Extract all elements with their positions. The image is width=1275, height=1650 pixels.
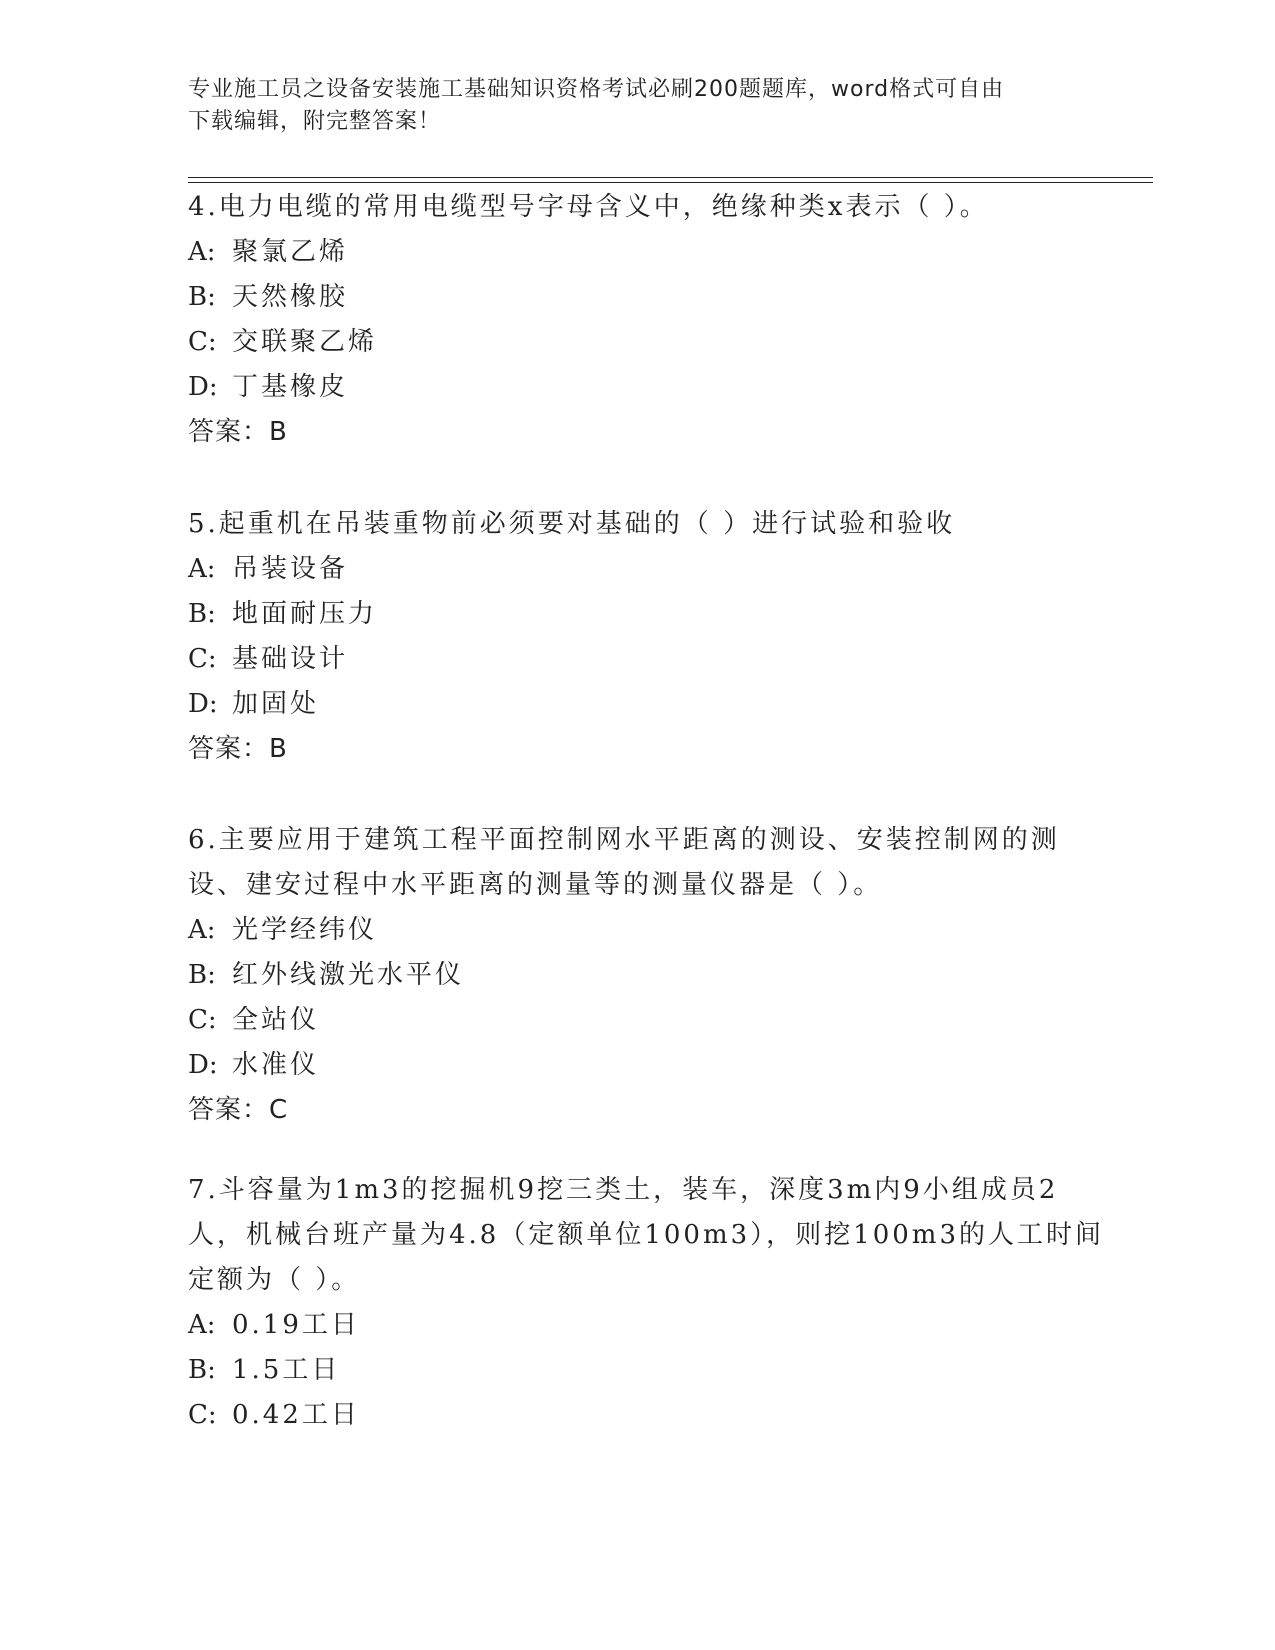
- option-text: 全站仪: [232, 1005, 320, 1035]
- option-letter: A:: [188, 237, 216, 267]
- option-text: 0.42工日: [232, 1400, 360, 1430]
- option-letter: A:: [188, 1310, 216, 1340]
- option-c: [188, 1393, 1088, 1438]
- option-letter: A:: [188, 915, 216, 945]
- option-text: 天然橡胶: [232, 282, 349, 312]
- option-letter: C:: [188, 644, 217, 674]
- header-divider-top: [188, 177, 1153, 178]
- option-letter: B:: [188, 1355, 216, 1385]
- option-text: 交联聚乙烯: [232, 327, 378, 357]
- option-letter: D:: [188, 689, 218, 719]
- option-d: [188, 1043, 1088, 1088]
- question-stem-line-1: 7.斗容量为1m3的挖掘机9挖三类土，装车，深度3m内9小组成员2: [188, 1175, 1059, 1205]
- option-letter: D:: [188, 372, 218, 402]
- question-stem-line-3: 定额为（ ）。: [188, 1265, 361, 1295]
- document-header: [188, 74, 1088, 138]
- option-letter: B:: [188, 960, 216, 990]
- option-letter: B:: [188, 282, 216, 312]
- header-line-2: 下载编辑，附完整答案！: [188, 109, 442, 134]
- header-divider-bottom: [188, 182, 1153, 183]
- question-stem: 5.起重机在吊装重物前必须要对基础的（ ）进行试验和验收: [188, 509, 956, 539]
- option-letter: B:: [188, 599, 216, 629]
- option-d: [188, 365, 1088, 410]
- question-stem-line-2: 人，机械台班产量为4.8（定额单位100m3），则挖100m3的人工时间: [188, 1220, 1104, 1250]
- option-b: [188, 275, 1088, 320]
- option-text: 聚氯乙烯: [232, 237, 349, 267]
- option-letter: C:: [188, 327, 217, 357]
- question-6: [188, 818, 1088, 1133]
- option-a: [188, 230, 1088, 275]
- option-text: 吊装设备: [232, 554, 349, 584]
- option-a: [188, 547, 1088, 592]
- option-b: [188, 1348, 1088, 1393]
- option-text: 光学经纬仪: [232, 915, 378, 945]
- header-line-1: 专业施工员之设备安装施工基础知识资格考试必刷200题题库，word格式可自由: [188, 77, 1005, 102]
- option-letter: C:: [188, 1400, 217, 1430]
- option-letter: A:: [188, 554, 216, 584]
- option-a: [188, 1303, 1088, 1348]
- option-text: 地面耐压力: [232, 599, 378, 629]
- option-letter: D:: [188, 1050, 218, 1080]
- option-c: [188, 998, 1088, 1043]
- answer-label: 答案：C: [188, 1095, 289, 1125]
- option-c: [188, 637, 1088, 682]
- question-stem: 4.电力电缆的常用电缆型号字母含义中，绝缘种类x表示（ ）。: [188, 192, 989, 222]
- question-4: [188, 185, 1088, 455]
- option-text: 水准仪: [232, 1050, 320, 1080]
- option-c: [188, 320, 1088, 365]
- option-b: [188, 953, 1088, 998]
- option-text: 加固处: [232, 689, 320, 719]
- option-a: [188, 908, 1088, 953]
- option-b: [188, 592, 1088, 637]
- answer-label: 答案：B: [188, 417, 288, 447]
- option-text: 0.19工日: [232, 1310, 360, 1340]
- question-stem-line-2: 设、建安过程中水平距离的测量等的测量仪器是（ ）。: [188, 870, 883, 900]
- question-stem-line-1: 6.主要应用于建筑工程平面控制网水平距离的测设、安装控制网的测: [188, 825, 1060, 855]
- option-text: 红外线激光水平仪: [232, 960, 465, 990]
- option-d: [188, 682, 1088, 727]
- option-text: 丁基橡皮: [232, 372, 349, 402]
- answer-label: 答案：B: [188, 734, 288, 764]
- question-5: [188, 502, 1088, 772]
- option-text: 基础设计: [232, 644, 349, 674]
- option-text: 1.5工日: [232, 1355, 341, 1385]
- option-letter: C:: [188, 1005, 217, 1035]
- question-7: [188, 1168, 1104, 1438]
